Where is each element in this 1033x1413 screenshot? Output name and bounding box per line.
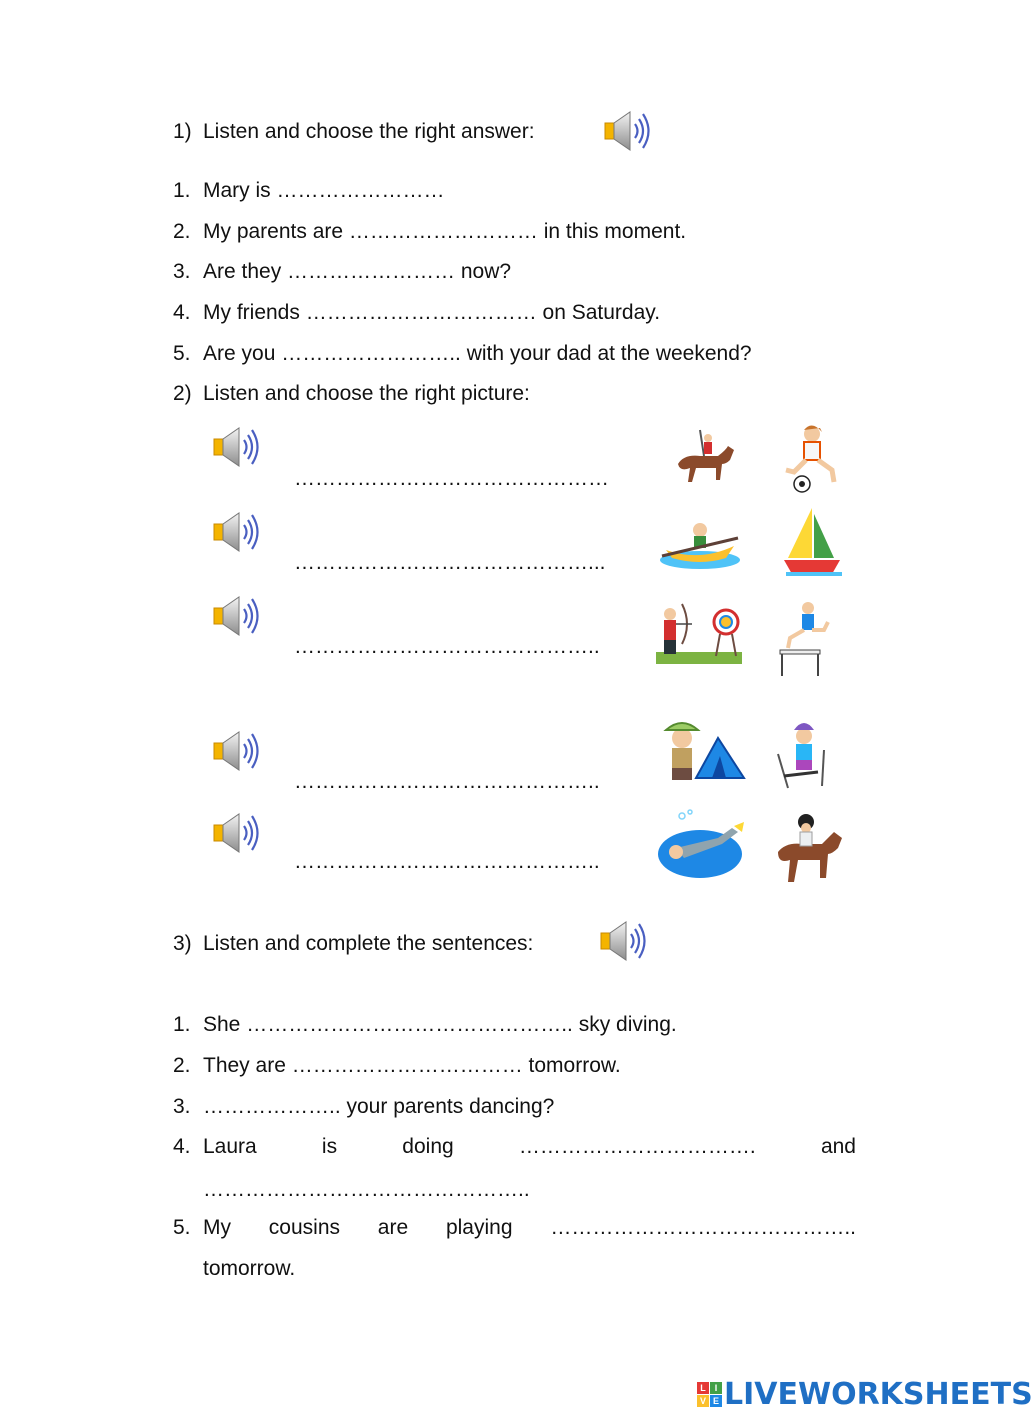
speaker-icon[interactable]: [602, 108, 654, 154]
section1-title: Listen and choose the right answer:: [203, 120, 535, 143]
list-item: 2. My parents are ……………………… in this moment.: [173, 220, 687, 243]
list-item: 4. Laura is doing ……………………………. and: [173, 1135, 856, 1158]
list-item: 4. My friends …………………………… on Saturday.: [173, 301, 661, 324]
speaker-icon[interactable]: [211, 509, 263, 555]
hurdles-picture[interactable]: [772, 600, 858, 676]
list-item: 5. My cousins are playing ……………………………………..: [173, 1216, 856, 1239]
speaker-icon[interactable]: [211, 728, 263, 774]
section2-title: Listen and choose the right picture:: [203, 382, 530, 405]
list-item: 1. She ……………………………………….. sky diving.: [173, 1013, 677, 1036]
answer-blank[interactable]: ……………………………………...: [294, 551, 606, 574]
football-picture[interactable]: [772, 420, 858, 496]
section3-heading: 3) Listen and complete the sentences:: [173, 932, 534, 955]
skiing-picture[interactable]: [768, 714, 854, 790]
justified-line: My cousins are playing ……………………………………..: [203, 1216, 856, 1239]
speaker-icon[interactable]: [211, 593, 263, 639]
diving-picture[interactable]: [658, 808, 744, 884]
justified-line: Laura is doing ……………………………. and: [203, 1135, 856, 1158]
answer-blank[interactable]: ……………………………………..: [294, 635, 600, 658]
camping-picture[interactable]: [660, 712, 746, 788]
section1-heading: 1) Listen and choose the right answer:: [173, 120, 535, 143]
kayaking-picture[interactable]: [656, 506, 742, 582]
horse-riding-picture[interactable]: [766, 812, 852, 888]
list-item: 3. ……………….. your parents dancing?: [173, 1095, 555, 1118]
answer-blank[interactable]: ……………………………………..: [294, 770, 600, 793]
archery-picture[interactable]: [656, 594, 742, 670]
list-item: 5. Are you …………………….. with your dad at the weekend?: [173, 342, 752, 365]
speaker-icon[interactable]: [598, 918, 650, 964]
section3-title: Listen and complete the sentences:: [203, 932, 534, 955]
liveworksheets-logo: [697, 1377, 1033, 1412]
speaker-icon[interactable]: [211, 810, 263, 856]
logo-badge: L I V E: [697, 1382, 722, 1407]
speaker-icon[interactable]: [211, 424, 263, 470]
horse-polo-picture[interactable]: [664, 420, 750, 496]
brand-name: LIVEWORKSHEETS: [724, 1377, 1033, 1412]
list-item: 3. Are they …………………… now?: [173, 260, 512, 283]
section2-heading: 2) Listen and choose the right picture:: [173, 382, 530, 405]
answer-blank[interactable]: ……………………………………..: [294, 850, 600, 873]
list-item-continuation: ………………………………………..: [203, 1178, 530, 1201]
list-item: 2. They are …………………………… tomorrow.: [173, 1054, 621, 1077]
sailing-picture[interactable]: [772, 504, 858, 580]
answer-blank[interactable]: ………………………………………: [294, 467, 609, 490]
list-item: 1. Mary is ……………………: [173, 179, 445, 202]
list-item-continuation: tomorrow.: [203, 1257, 296, 1280]
